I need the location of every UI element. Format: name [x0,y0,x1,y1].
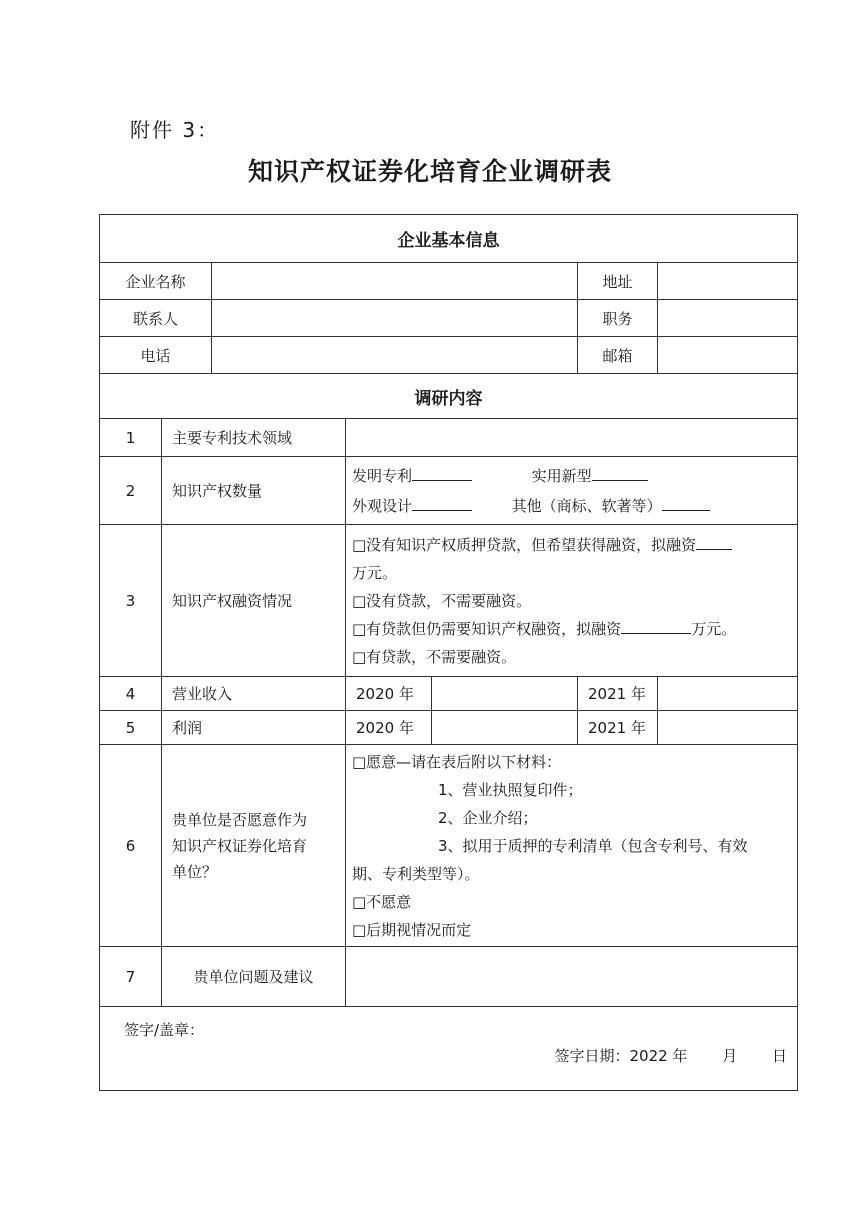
financing-option-1-text: □没有知识产权质押贷款，但希望获得融资，拟融资 [352,535,697,554]
question-label-line: 贵单位是否愿意作为 [172,810,308,829]
basic-info-row [100,300,798,337]
invention-patent-label: 发明专利 [352,466,413,485]
financing-option-2[interactable]: □没有贷款，不需要融资。 [352,591,532,610]
position-field[interactable] [658,300,798,337]
profit-2020-field[interactable] [432,711,578,745]
contact-person-label: 联系人 [100,300,212,337]
question-label: 知识产权数量 [162,457,346,525]
table-row [100,419,798,457]
financing-option-4[interactable]: □有贷款，不需要融资。 [352,647,517,666]
material-item: 3、拟用于质押的专利清单（包含专利号、有效 [438,836,748,855]
phone-field[interactable] [212,337,578,374]
year-2021-label: 2021 年 [578,677,658,711]
document-title: 知识产权证券化培育企业调研表 [247,157,612,186]
invention-patent-blank[interactable] [412,466,472,481]
design-patent-label: 外观设计 [352,496,413,515]
year-2020-label: 2020 年 [346,711,432,745]
design-patent-blank[interactable] [412,496,472,511]
signature-label: 签字/盖章： [124,1021,205,1039]
signature-row [100,1007,798,1091]
question-label: 贵单位问题及建议 [162,947,346,1007]
question-label-line: 知识产权证券化培育 [172,836,308,855]
row-number: 3 [100,525,162,677]
other-ip-label: 其他（商标、软著等） [511,496,662,515]
row-number: 2 [100,457,162,525]
option-unwilling[interactable]: □不愿意 [352,892,412,911]
table-row [100,457,798,525]
signature-date-label: 签字日期：2022 年 [554,1047,688,1065]
question-label [162,745,346,947]
row-number: 7 [100,947,162,1007]
financing-option-3-text: □有贷款但仍需要知识产权融资，拟融资 [352,619,622,638]
row-number: 1 [100,419,162,457]
year-2020-label: 2020 年 [346,677,432,711]
company-name-field[interactable] [212,263,578,300]
question-label: 营业收入 [162,677,346,711]
signature-day-label: 日 [772,1047,788,1065]
basic-info-row [100,263,798,300]
basic-info-header-row [100,215,798,263]
table-row [100,947,798,1007]
revenue-2021-field[interactable] [658,677,798,711]
financing-option-3[interactable] [352,615,791,643]
patent-field-answer[interactable] [346,419,798,457]
table-row [100,677,798,711]
year-2021-label: 2021 年 [578,711,658,745]
signature-cell [100,1007,798,1091]
question-label: 主要专利技术领域 [162,419,346,457]
signature-month-label: 月 [722,1047,738,1065]
question-label-line: 单位？ [172,862,218,881]
survey-section-title: 调研内容 [100,374,798,419]
table-row [100,711,798,745]
table-row [100,525,798,677]
company-name-label: 企业名称 [100,263,212,300]
financing-option-3-unit: 万元。 [691,619,737,638]
willingness-options-cell [346,745,798,947]
phone-label: 电话 [100,337,212,374]
ip-quantity-cell [346,457,798,525]
financing-amount-blank-3[interactable] [621,619,691,634]
address-label: 地址 [578,263,658,300]
other-ip-blank[interactable] [662,496,710,511]
material-item: 1、营业执照复印件； [438,780,583,799]
profit-2021-field[interactable] [658,711,798,745]
question-label: 知识产权融资情况 [162,525,346,677]
material-item: 2、企业介绍； [438,808,538,827]
suggestions-field[interactable] [346,947,798,1007]
table-row [100,745,798,947]
survey-form-table [99,214,798,1091]
financing-option-1-cont: 万元。 [352,563,398,582]
email-field[interactable] [658,337,798,374]
position-label: 职务 [578,300,658,337]
row-number: 5 [100,711,162,745]
utility-model-label: 实用新型 [531,466,592,485]
contact-person-field[interactable] [212,300,578,337]
basic-info-row [100,337,798,374]
financing-amount-blank-1[interactable] [696,535,732,550]
utility-model-blank[interactable] [592,466,648,481]
row-number: 6 [100,745,162,947]
annex-label: 附件 3： [130,118,220,142]
question-label: 利润 [162,711,346,745]
option-willing[interactable]: □愿意—请在表后附以下材料： [352,752,562,771]
signature-date [551,1045,788,1066]
row-number: 4 [100,677,162,711]
revenue-2020-field[interactable] [432,677,578,711]
option-later[interactable]: □后期视情况而定 [352,920,472,939]
financing-options-cell [346,525,798,677]
financing-option-1[interactable] [352,531,791,559]
material-item-cont: 期、专利类型等）。 [352,864,480,883]
basic-info-section-title: 企业基本信息 [100,215,798,263]
survey-header-row [100,374,798,419]
address-field[interactable] [658,263,798,300]
email-label: 邮箱 [578,337,658,374]
